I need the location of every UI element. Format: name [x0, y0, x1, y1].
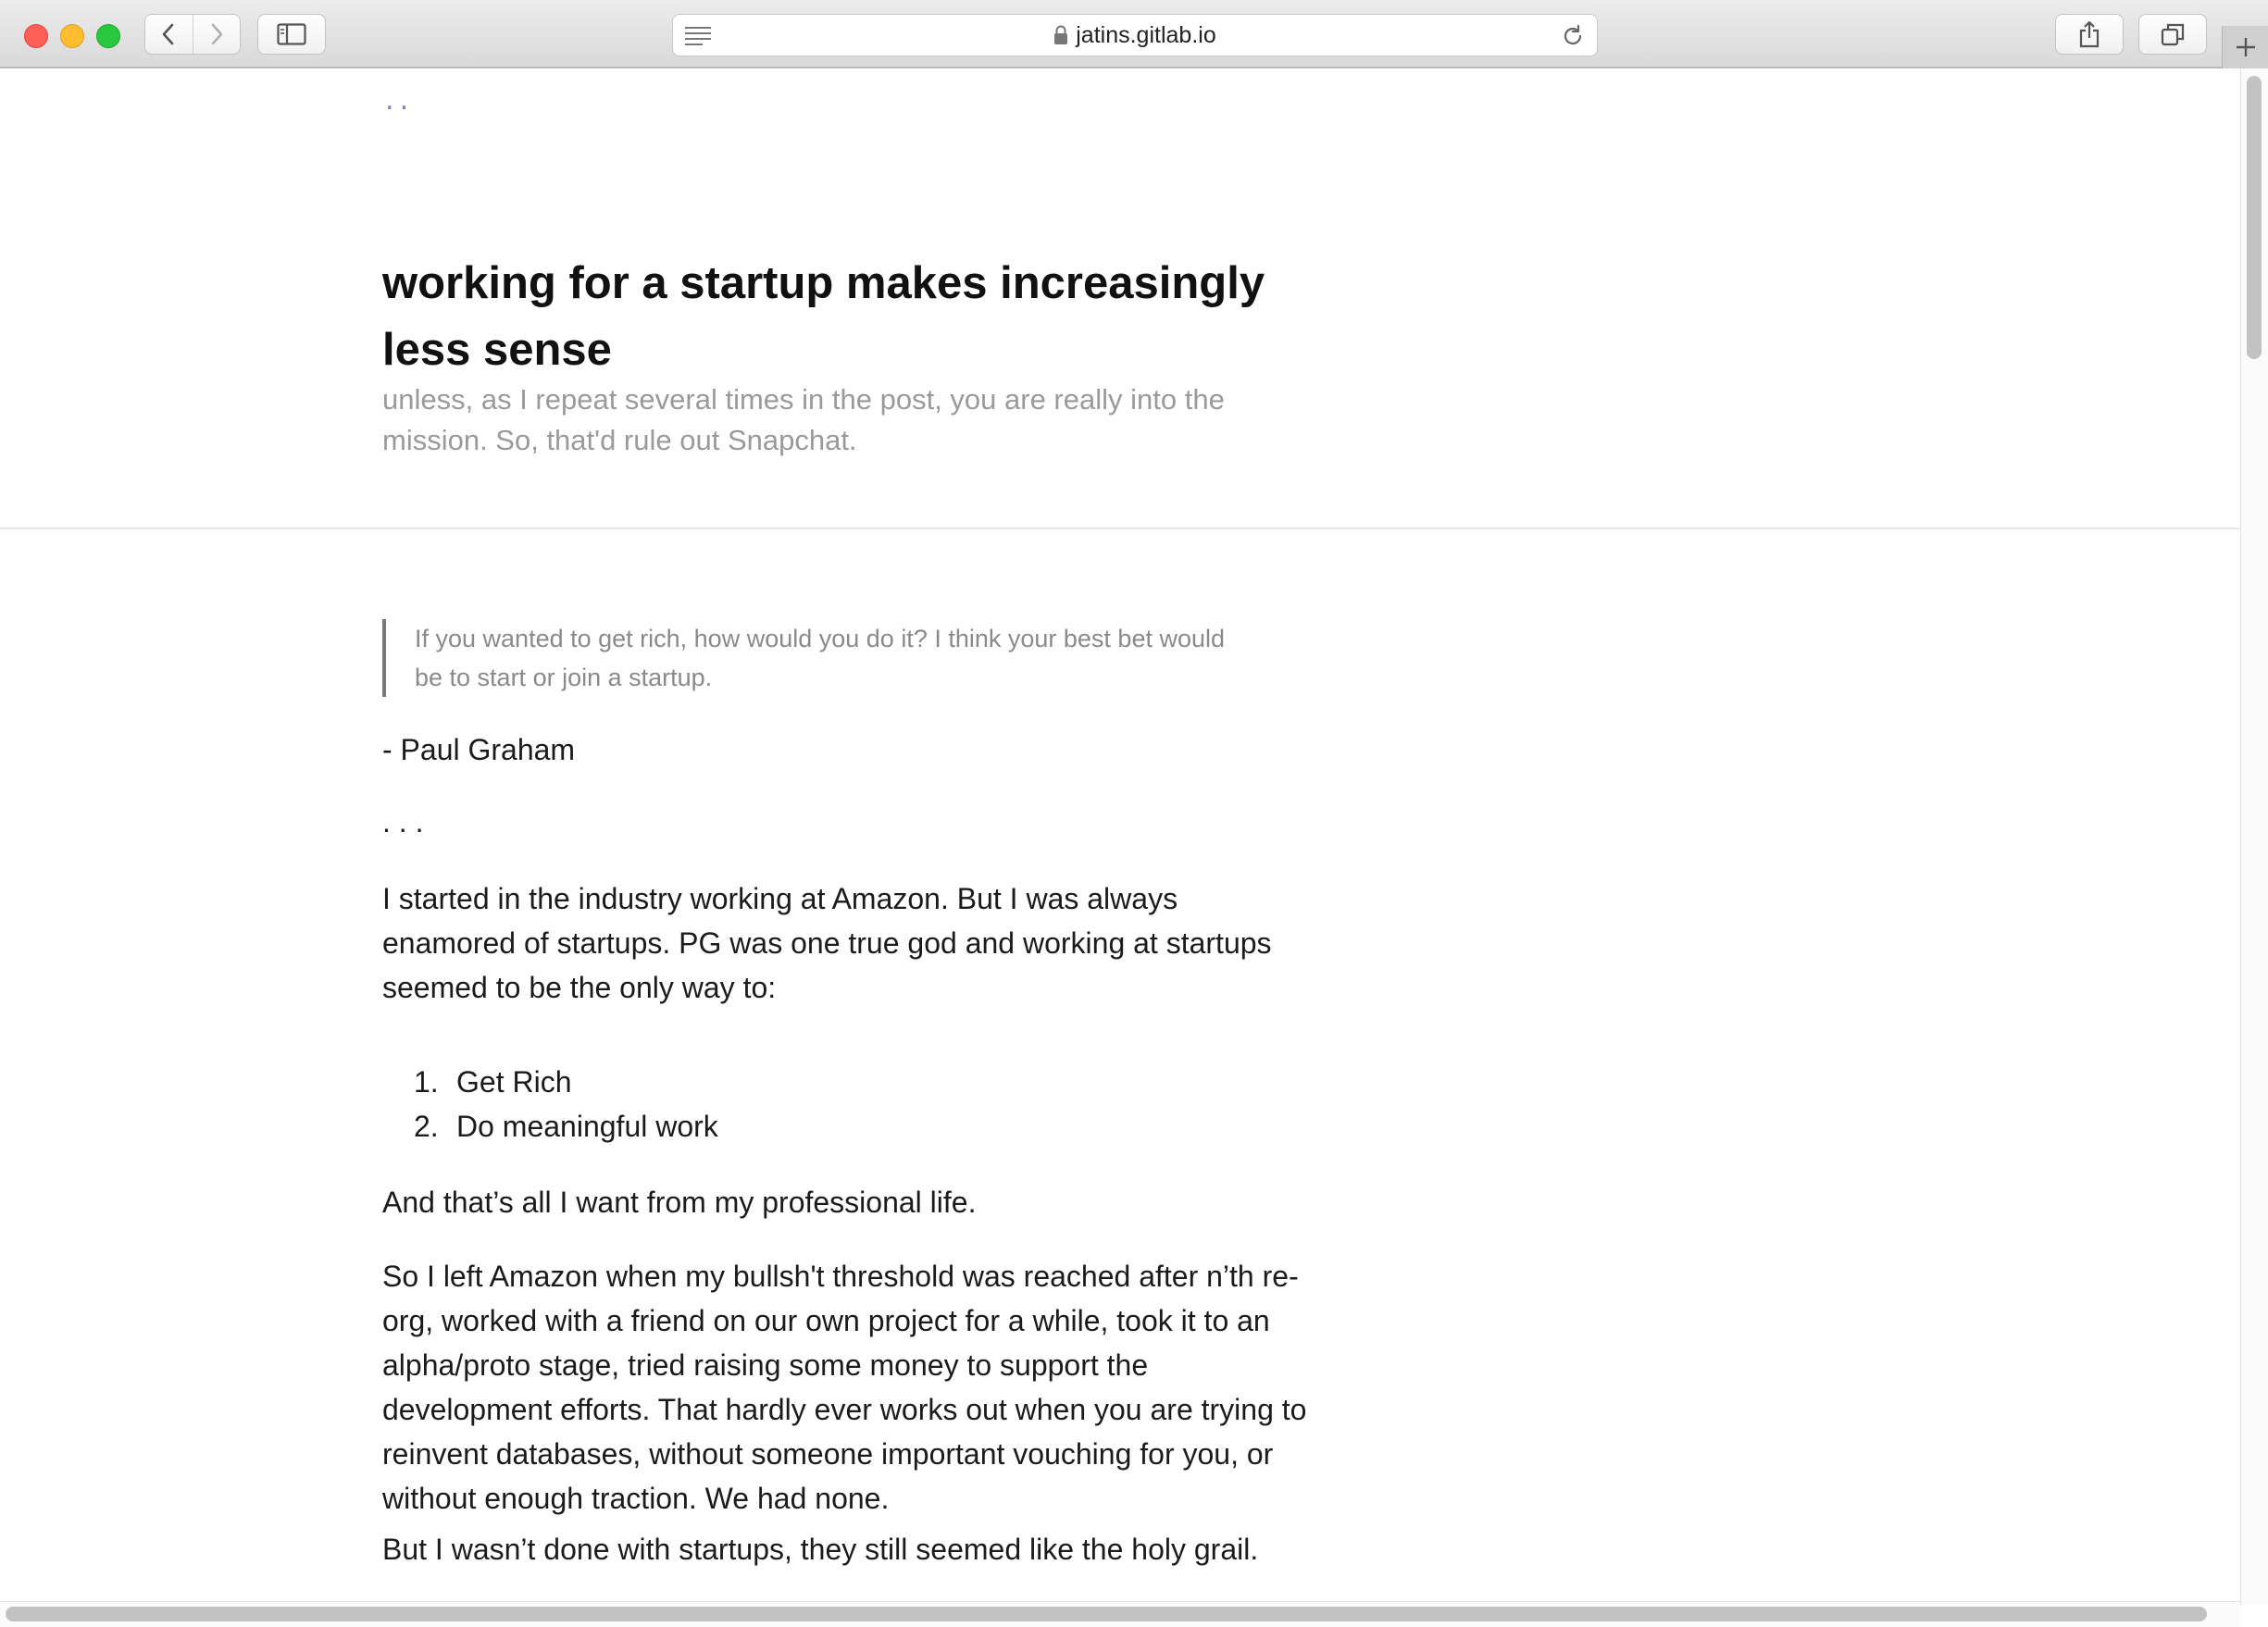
- address-bar[interactable]: [672, 14, 1598, 56]
- browser-toolbar: [0, 0, 2268, 68]
- paragraph-4: But I wasn’t done with startups, they still seemed like the holy grail.: [382, 1533, 1259, 1566]
- back-button[interactable]: [145, 15, 193, 54]
- vertical-scrollbar-thumb[interactable]: [2247, 76, 2262, 359]
- paragraph-1: I started in the industry working at Amazon. But I was always enamored of startups. PG was one true god and working at startups seemed to be the only way to:: [382, 882, 1272, 1004]
- share-icon: [2078, 20, 2100, 48]
- post-subtitle: unless, as I repeat several times in the post, you are really into the mission. So, that'd rule out Snapchat.: [382, 383, 1225, 456]
- lock-icon: [1053, 25, 1068, 45]
- list-item: 2. Do meaningful work: [414, 1110, 718, 1143]
- ordered-list: [382, 1060, 718, 1149]
- paragraph-3: So I left Amazon when my bullsh't threshold was reached after n’th re-org, worked with a friend on our own project for a while, took it to an alpha/proto stage, tried raising some money to support the development efforts. That hardly ever works out when you are trying to reinvent databases, without someone important vouching for you, or without enough traction. We had none.: [382, 1260, 1307, 1515]
- new-tab-button[interactable]: [2222, 26, 2268, 68]
- forward-button[interactable]: [193, 15, 241, 54]
- chevron-left-icon: [159, 22, 178, 46]
- reload-icon[interactable]: [1560, 23, 1586, 49]
- tabs-overview-icon: [2161, 22, 2185, 46]
- paragraph-2: And that’s all I want from my professional life.: [382, 1186, 977, 1219]
- chevron-right-icon: [207, 22, 226, 46]
- horizontal-scrollbar-thumb[interactable]: [6, 1607, 2207, 1621]
- url-display: [673, 15, 1597, 56]
- share-button[interactable]: [2055, 14, 2124, 55]
- header-divider: [0, 528, 2240, 529]
- minimize-window-button[interactable]: [60, 24, 84, 48]
- blockquote: If you wanted to get rich, how would you do it? I think your best bet would be to start or join a startup.: [382, 619, 1234, 697]
- url-text: jatins.gitlab.io: [1076, 21, 1216, 48]
- sidebar-toggle-button[interactable]: [257, 14, 326, 55]
- maximize-window-button[interactable]: [96, 24, 120, 48]
- post-title: working for a startup makes increasingly less sense: [382, 258, 1265, 375]
- navigation-buttons: [144, 14, 241, 55]
- plus-icon: [2235, 36, 2257, 58]
- page-content: [0, 68, 2240, 1605]
- home-link[interactable]: ..: [382, 89, 412, 117]
- sidebar-icon: [277, 23, 306, 45]
- section-separator: . . .: [382, 805, 424, 838]
- list-item: 1. Get Rich: [414, 1065, 572, 1099]
- close-window-button[interactable]: [24, 24, 48, 48]
- show-all-tabs-button[interactable]: [2138, 14, 2207, 55]
- quote-attribution: - Paul Graham: [382, 733, 576, 766]
